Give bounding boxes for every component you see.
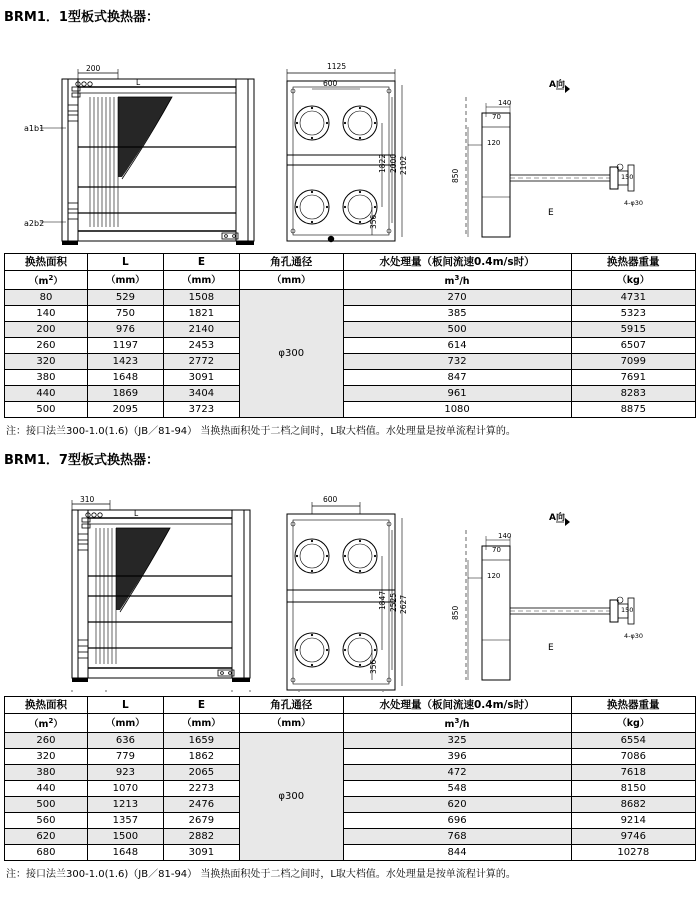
- cell-hole-diameter: φ300: [239, 733, 343, 861]
- cell-area: 440: [5, 386, 88, 402]
- table-row: [5, 765, 696, 781]
- cell-weight: 7691: [571, 370, 695, 386]
- cell-E: 2453: [163, 338, 239, 354]
- note-1: 注：接口法兰300-1.0(1.6)（JB／81-94） 当换热面积处于二档之间时，L取大档值。水处理量是按单流程计算的。: [6, 426, 516, 438]
- cell-E: 2273: [163, 781, 239, 797]
- table-row: [5, 354, 696, 370]
- table-row: [5, 829, 696, 845]
- cell-area: 260: [5, 733, 88, 749]
- dim-140-2: 140: [498, 532, 512, 541]
- cell-L: 1357: [87, 813, 163, 829]
- dim-holes-1: 4-φ30: [624, 199, 644, 207]
- th-E-1: E: [163, 254, 239, 271]
- th-hole-2: 角孔通径: [239, 697, 343, 714]
- cell-weight: 8283: [571, 386, 695, 402]
- dim-2000: 2000: [389, 153, 398, 173]
- cell-weight: 5915: [571, 322, 695, 338]
- cell-flow: 620: [343, 797, 571, 813]
- cell-flow: 270: [343, 290, 571, 306]
- th-hole-1: 角孔通径: [239, 254, 343, 271]
- th-L-2: L: [87, 697, 163, 714]
- unit-hole-1: （mm）: [239, 271, 343, 290]
- cell-area: 380: [5, 370, 88, 386]
- table-header-row: [5, 254, 696, 271]
- unit-flow-2: $m^3/h$: [343, 714, 571, 733]
- cell-E: 3091: [163, 370, 239, 386]
- table-body-2: [5, 733, 696, 861]
- dim-2627: 2627: [399, 595, 408, 615]
- cell-L: 1648: [87, 370, 163, 386]
- table-row: [5, 845, 696, 861]
- cell-weight: 7618: [571, 765, 695, 781]
- label-A-view-2: A向: [549, 513, 565, 524]
- label-a2b2: a2b2: [24, 219, 45, 228]
- table-row: [5, 290, 696, 306]
- th-weight-2: 换热器重量: [571, 697, 695, 714]
- unit-hole-2: （mm）: [239, 714, 343, 733]
- cell-E: 2882: [163, 829, 239, 845]
- dim-holes-2: 4-φ30: [624, 632, 644, 641]
- cell-flow: 961: [343, 386, 571, 402]
- cell-L: 2095: [87, 402, 163, 418]
- cell-E: 3404: [163, 386, 239, 402]
- dim-120-2: 120: [487, 572, 501, 581]
- table-row: [5, 322, 696, 338]
- dim-150-1: 150: [621, 173, 634, 181]
- dim-200-1: 200: [86, 64, 101, 73]
- cell-E: 1862: [163, 749, 239, 765]
- label-E-side-2: E: [548, 643, 554, 654]
- cell-E: 1508: [163, 290, 239, 306]
- cell-E: 3091: [163, 845, 239, 861]
- cell-area: 380: [5, 765, 88, 781]
- label-A-view-1: A向: [549, 80, 565, 90]
- drawing-brm11: [0, 27, 700, 249]
- cell-weight: 7086: [571, 749, 695, 765]
- cell-flow: 548: [343, 781, 571, 797]
- dim-L-2: L: [134, 509, 139, 519]
- cell-L: 1423: [87, 354, 163, 370]
- dim-850-side-1: 850: [451, 168, 460, 183]
- table-row: [5, 749, 696, 765]
- cell-area: 200: [5, 322, 88, 338]
- dim-1125: 1125: [327, 62, 347, 71]
- cell-area: 680: [5, 845, 88, 861]
- cell-E: 2140: [163, 322, 239, 338]
- cell-L: 923: [87, 765, 163, 781]
- unit-L-2: （mm）: [87, 714, 163, 733]
- unit-weight-2: （kg）: [571, 714, 695, 733]
- cell-E: 1821: [163, 306, 239, 322]
- cell-weight: 9214: [571, 813, 695, 829]
- dim-600-1: 600: [323, 79, 338, 88]
- th-flow-2: 水处理量（板间流速0.4m/s时）: [343, 697, 571, 714]
- cell-E: 2679: [163, 813, 239, 829]
- cell-weight: 4731: [571, 290, 695, 306]
- dim-600-2: 600: [323, 495, 338, 505]
- spec-table-2: [4, 696, 696, 861]
- section-title-1: BRM1．1型板式换热器：: [4, 10, 159, 25]
- dim-850-side-2: 850: [451, 605, 460, 621]
- cell-L: 779: [87, 749, 163, 765]
- th-area-2: 换热面积: [5, 697, 88, 714]
- cell-flow: 385: [343, 306, 571, 322]
- dim-356-2: 356: [369, 659, 378, 675]
- cell-hole-diameter: φ300: [239, 290, 343, 418]
- cell-area: 320: [5, 749, 88, 765]
- cell-weight: 7099: [571, 354, 695, 370]
- cell-area: 80: [5, 290, 88, 306]
- cell-flow: 847: [343, 370, 571, 386]
- section-title-2: BRM1．7型板式换热器：: [4, 453, 159, 469]
- table-row: [5, 370, 696, 386]
- table-row: [5, 781, 696, 797]
- unit-area-2: $(m^2)$: [5, 714, 88, 733]
- cell-L: 1869: [87, 386, 163, 402]
- th-weight-1: 换热器重量: [571, 254, 695, 271]
- cell-flow: 396: [343, 749, 571, 765]
- cell-weight: 9746: [571, 829, 695, 845]
- drawing-brm17: [0, 470, 700, 692]
- th-E-2: E: [163, 697, 239, 714]
- cell-weight: 8875: [571, 402, 695, 418]
- table-row: [5, 402, 696, 418]
- table-row: [5, 386, 696, 402]
- cell-L: 1213: [87, 797, 163, 813]
- dim-2102: 2102: [399, 155, 408, 175]
- table-body-1: [5, 290, 696, 418]
- cell-L: 1197: [87, 338, 163, 354]
- cell-area: 620: [5, 829, 88, 845]
- unit-flow-1: $m^3/h$: [343, 271, 571, 290]
- cell-L: 529: [87, 290, 163, 306]
- cell-area: 560: [5, 813, 88, 829]
- cell-E: 2476: [163, 797, 239, 813]
- cell-area: 320: [5, 354, 88, 370]
- cell-area: 500: [5, 402, 88, 418]
- cell-L: 636: [87, 733, 163, 749]
- dim-70-1: 70: [492, 113, 501, 121]
- cell-E: 3723: [163, 402, 239, 418]
- spec-table-1: [4, 253, 696, 418]
- table-row: [5, 813, 696, 829]
- cell-flow: 614: [343, 338, 571, 354]
- cell-weight: 8150: [571, 781, 695, 797]
- cell-flow: 1080: [343, 402, 571, 418]
- unit-L-1: （mm）: [87, 271, 163, 290]
- table-unit-row: [5, 271, 696, 290]
- dim-2525: 2525: [389, 593, 398, 613]
- dim-70-2: 70: [492, 546, 501, 555]
- cell-flow: 500: [343, 322, 571, 338]
- label-E-side-1: E: [548, 208, 554, 218]
- cell-E: 2065: [163, 765, 239, 781]
- table-row: [5, 797, 696, 813]
- unit-area-1: $(m^2)$: [5, 271, 88, 290]
- cell-weight: 6507: [571, 338, 695, 354]
- th-area-1: 换热面积: [5, 254, 88, 271]
- cell-L: 750: [87, 306, 163, 322]
- th-L-1: L: [87, 254, 163, 271]
- table-row: [5, 733, 696, 749]
- cell-flow: 472: [343, 765, 571, 781]
- table-header-row: [5, 697, 696, 714]
- unit-E-2: （mm）: [163, 714, 239, 733]
- dim-1822: 1822: [378, 153, 387, 173]
- unit-weight-1: （kg）: [571, 271, 695, 290]
- cell-weight: 10278: [571, 845, 695, 861]
- note-2: 注：接口法兰300-1.0(1.6)（JB／81-94） 当换热面积处于二档之间时，L取大档值。水处理量是按单流程计算的。: [6, 869, 516, 881]
- cell-flow: 325: [343, 733, 571, 749]
- cell-flow: 732: [343, 354, 571, 370]
- unit-E-1: （mm）: [163, 271, 239, 290]
- table-unit-row: [5, 714, 696, 733]
- cell-weight: 5323: [571, 306, 695, 322]
- th-flow-1: 水处理量（板间流速0.4m/s时）: [343, 254, 571, 271]
- cell-area: 500: [5, 797, 88, 813]
- cell-weight: 8682: [571, 797, 695, 813]
- label-a1b1: a1b1: [24, 124, 45, 133]
- dim-L-1: L: [136, 78, 141, 87]
- cell-area: 440: [5, 781, 88, 797]
- cell-flow: 696: [343, 813, 571, 829]
- table-row: [5, 338, 696, 354]
- cell-E: 2772: [163, 354, 239, 370]
- cell-L: 1648: [87, 845, 163, 861]
- cell-L: 1500: [87, 829, 163, 845]
- cell-flow: 844: [343, 845, 571, 861]
- dim-1847: 1847: [378, 591, 387, 611]
- dim-140-1: 140: [498, 99, 512, 107]
- dim-120-1: 120: [487, 139, 501, 147]
- cell-E: 1659: [163, 733, 239, 749]
- cell-flow: 768: [343, 829, 571, 845]
- dim-310: 310: [80, 495, 95, 505]
- dim-356-1: 356: [369, 214, 378, 229]
- cell-L: 976: [87, 322, 163, 338]
- drawing-svg-1: [0, 27, 700, 249]
- section-brm17: [0, 443, 700, 880]
- cell-L: 1070: [87, 781, 163, 797]
- drawing-svg-2: [0, 470, 700, 692]
- section-brm11: [0, 0, 700, 437]
- cell-weight: 6554: [571, 733, 695, 749]
- cell-area: 260: [5, 338, 88, 354]
- dim-150-2: 150: [621, 606, 634, 615]
- cell-area: 140: [5, 306, 88, 322]
- table-row: [5, 306, 696, 322]
